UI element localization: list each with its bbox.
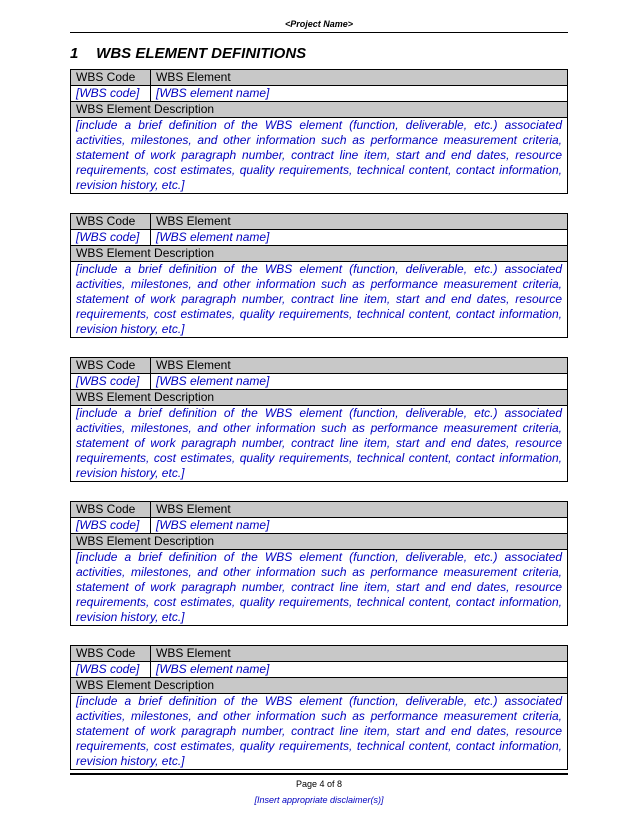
wbs-code-label: WBS Code	[71, 646, 151, 662]
wbs-description-text[interactable]: [include a brief definition of the WBS element (function, deliverable, etc.) associated activities, milestones, and other information such as performance measurement criteria, statement of work paragraph number, contract line item, start and end dates, resource requirements, cost estimates, quality requirements, technical content, contact information, revision history, etc.]	[71, 118, 568, 194]
section-number: 1	[70, 45, 79, 62]
wbs-element-label: WBS Element	[151, 358, 568, 374]
wbs-element-name[interactable]: [WBS element name]	[151, 230, 568, 246]
wbs-element-name[interactable]: [WBS element name]	[151, 662, 568, 678]
page-number	[70, 779, 568, 789]
wbs-description-text[interactable]: [include a brief definition of the WBS element (function, deliverable, etc.) associated activities, milestones, and other information such as performance measurement criteria, statement of work paragraph number, contract line item, start and end dates, resource requirements, cost estimates, quality requirements, technical content, contact information, revision history, etc.]	[71, 550, 568, 626]
wbs-code-label: WBS Code	[71, 214, 151, 230]
wbs-description-label: WBS Element Description	[71, 246, 568, 262]
page-footer	[70, 773, 568, 805]
wbs-element-label: WBS Element	[151, 646, 568, 662]
wbs-description-text[interactable]: [include a brief definition of the WBS element (function, deliverable, etc.) associated activities, milestones, and other information such as performance measurement criteria, statement of work paragraph number, contract line item, start and end dates, resource requirements, cost estimates, quality requirements, technical content, contact information, revision history, etc.]	[71, 406, 568, 482]
page-word: Page	[295, 779, 317, 789]
wbs-code-label: WBS Code	[71, 70, 151, 86]
wbs-description-label: WBS Element Description	[71, 678, 568, 694]
wbs-description-text[interactable]: [include a brief definition of the WBS element (function, deliverable, etc.) associated activities, milestones, and other information such as performance measurement criteria, statement of work paragraph number, contract line item, start and end dates, resource requirements, cost estimates, quality requirements, technical content, contact information, revision history, etc.]	[71, 262, 568, 338]
wbs-definition-table	[70, 357, 568, 482]
section-title: WBS ELEMENT DEFINITIONS	[96, 45, 307, 62]
wbs-tables	[70, 69, 568, 789]
wbs-element-label: WBS Element	[151, 70, 568, 86]
wbs-description-label: WBS Element Description	[71, 390, 568, 406]
wbs-element-label: WBS Element	[151, 502, 568, 518]
wbs-element-name[interactable]: [WBS element name]	[151, 86, 568, 102]
wbs-description-text[interactable]: [include a brief definition of the WBS element (function, deliverable, etc.) associated activities, milestones, and other information such as performance measurement criteria, statement of work paragraph number, contract line item, start and end dates, resource requirements, cost estimates, quality requirements, technical content, contact information, revision history, etc.]	[71, 694, 568, 770]
wbs-code-value[interactable]: [WBS code]	[71, 374, 151, 390]
wbs-description-label: WBS Element Description	[71, 534, 568, 550]
wbs-code-value[interactable]: [WBS code]	[71, 86, 151, 102]
section-heading	[70, 45, 568, 62]
page-of: of	[327, 779, 335, 789]
wbs-code-value[interactable]: [WBS code]	[71, 662, 151, 678]
wbs-description-label: WBS Element Description	[71, 102, 568, 118]
disclaimer: [Insert appropriate disclaimer(s)]	[254, 795, 384, 805]
page-current: 4	[319, 779, 325, 789]
wbs-code-value[interactable]: [WBS code]	[71, 230, 151, 246]
wbs-element-name[interactable]: [WBS element name]	[151, 518, 568, 534]
wbs-definition-table	[70, 501, 568, 626]
page-total: 8	[337, 779, 343, 789]
wbs-definition-table	[70, 645, 568, 770]
page-header	[70, 19, 568, 33]
wbs-code-value[interactable]: [WBS code]	[71, 518, 151, 534]
wbs-element-label: WBS Element	[151, 214, 568, 230]
wbs-definition-table	[70, 213, 568, 338]
wbs-definition-table	[70, 69, 568, 194]
project-name: <Project Name>	[284, 19, 354, 29]
wbs-code-label: WBS Code	[71, 502, 151, 518]
wbs-element-name[interactable]: [WBS element name]	[151, 374, 568, 390]
wbs-code-label: WBS Code	[71, 358, 151, 374]
